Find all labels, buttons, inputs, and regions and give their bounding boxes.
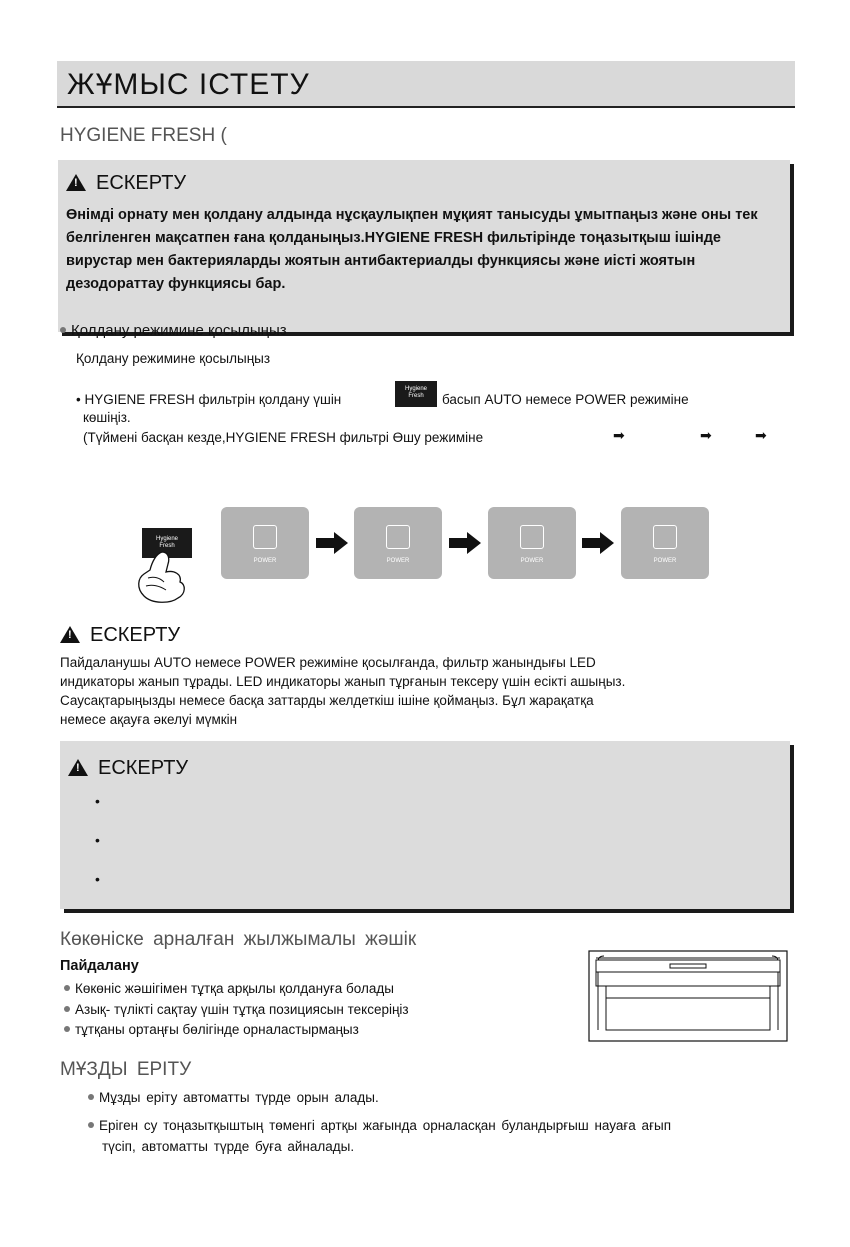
list-item: Еріген су тоңазытқыштың төменгі артқы жағында орналасқан буландырғыш науаға ағып xyxy=(88,1117,671,1135)
mode-line3: (Түймені басқан кезде,HYGIENE FRESH фильтрі Өшу режиміне xyxy=(83,430,484,445)
warning-box-3 xyxy=(60,741,790,909)
filter-icon xyxy=(386,525,410,549)
warning2-line3: Саусақтарыңызды немесе басқа заттарды желдеткіш ішіне қоймаңыз. Бұл жарақатқа xyxy=(60,693,594,708)
arrow-right-icon xyxy=(449,532,481,554)
warning2-line1: Пайдаланушы AUTO немесе POWER режиміне қосылғанда, фильтр жанындығы LED xyxy=(60,655,596,670)
hygiene-heading: HYGIENE FRESH ( xyxy=(60,125,227,146)
page-title: ЖҰМЫС ІСТЕТУ xyxy=(67,68,310,101)
warning-icon xyxy=(68,759,88,776)
bullet-icon xyxy=(64,985,70,991)
filter-icon xyxy=(653,525,677,549)
drawer-heading: Көкөніске арналған жылжымалы жәшік xyxy=(60,929,417,950)
list-item: • xyxy=(95,793,100,809)
bullet-icon xyxy=(88,1122,94,1128)
warning-box-1 xyxy=(58,160,790,332)
warning-title-3: ЕСКЕРТУ xyxy=(98,757,189,779)
warning-text-1: Өнімді орнату мен қолдану алдында нұсқаулықпен мұқият танысуды ұмытпаңыз және оны тек белгіленген мақсатпен ғана қолданыңыз.HYGIENE FRESH фильтірінде тоңазытқыш ішінде вирустар мен бактерияларды жоятын антибактериалды функциясы және иісті жоятын дезодораттау функциясы бар. xyxy=(66,207,758,292)
warning2-line2: индикаторы жанып тұрады. LED индикаторы жанып тұрғанын тексеру үшін есікті ашыңыз. xyxy=(60,674,626,689)
warning-icon xyxy=(66,174,86,191)
defrost-heading: МҰЗДЫ ЕРІТУ xyxy=(60,1059,192,1080)
mode-line2: көшіңіз. xyxy=(83,410,131,425)
mode-sub: Қолдану режимине қосылыңыз xyxy=(76,351,271,366)
hygiene-fresh-button-icon: Hygiene Fresh xyxy=(142,528,192,558)
page-title-bar xyxy=(57,61,795,108)
warning-title-1: ЕСКЕРТУ xyxy=(96,172,187,194)
hand-press-icon xyxy=(130,548,200,606)
power-panel-2: POWER xyxy=(354,507,442,579)
arrow-right-icon: ➡ xyxy=(755,427,767,443)
power-panel-1: POWER xyxy=(221,507,309,579)
arrow-right-icon xyxy=(582,532,614,554)
warning2-line4: немесе ақауға әкелуі мүмкін xyxy=(60,712,238,727)
list-item: • xyxy=(95,871,100,887)
vegetable-drawer-illustration xyxy=(588,950,788,1042)
arrow-right-icon xyxy=(316,532,348,554)
warning-heading-2: !ЕСКЕРТУ xyxy=(60,624,180,647)
list-item: Көкөніс жәшігімен тұтқа арқылы қолдануға болады xyxy=(64,980,394,998)
filter-icon xyxy=(253,525,277,549)
bullet-icon xyxy=(60,327,66,333)
mode-heading: Қолдану режимине қосылыңыз xyxy=(60,322,287,339)
drawer-sub: Пайдалану xyxy=(60,958,139,974)
mode-line1a: • HYGIENE FRESH фильтрін қолдану үшін xyxy=(76,392,342,407)
hygiene-fresh-button-icon: Hygiene Fresh xyxy=(395,381,437,407)
list-item: • xyxy=(95,832,100,848)
filter-icon xyxy=(520,525,544,549)
bullet-icon xyxy=(88,1094,94,1100)
list-item: Мұзды еріту автоматты түрде орын алады. xyxy=(88,1089,379,1107)
bullet-icon xyxy=(64,1006,70,1012)
power-panel-4: POWER xyxy=(621,507,709,579)
list-item-cont: түсіп, автоматты түрде буға айналады. xyxy=(102,1139,355,1154)
list-item: тұтқаны ортаңғы бөлігінде орналастырмаңыз xyxy=(64,1021,359,1039)
arrow-right-icon: ➡ xyxy=(700,427,712,443)
power-panel-3: POWER xyxy=(488,507,576,579)
mode-line1b: басып AUTO немесе POWER режиміне xyxy=(442,392,689,407)
warning-icon xyxy=(60,626,80,643)
bullet-icon xyxy=(64,1026,70,1032)
arrow-right-icon: ➡ xyxy=(613,427,625,443)
list-item: Азық- түлікті сақтау үшін тұтқа позициясын тексеріңіз xyxy=(64,1001,409,1019)
